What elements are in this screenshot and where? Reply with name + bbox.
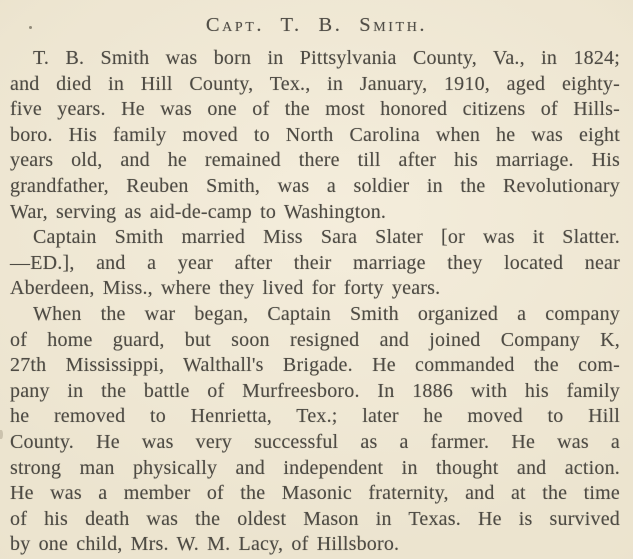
text-line: years old, and he remained there till after his marriage. His bbox=[10, 149, 620, 172]
text-line: boro. His family moved to North Carolina when he was eight bbox=[10, 123, 620, 146]
text-line: by one child, Mrs. W. M. Lacy, of Hillsboro. bbox=[10, 533, 400, 556]
text-line: He was a member of the Masonic fraternity, and at the time bbox=[10, 482, 620, 505]
paper-speck bbox=[29, 26, 32, 29]
text-line: and died in Hill County, Tex., in January, 1910, aged eighty- bbox=[10, 72, 620, 95]
text-line: When the war began, Captain Smith organized a company bbox=[33, 302, 620, 325]
text-line: 27th Mississippi, Walthall's Brigade. He commanded the com- bbox=[10, 354, 620, 377]
text-line: of home guard, but soon resigned and joined Company K, bbox=[10, 328, 620, 351]
text-line: Captain Smith married Miss Sara Slater [or was it Slatter. bbox=[33, 226, 620, 249]
paper-smudge bbox=[0, 430, 3, 439]
text-line: he removed to Henrietta, Tex.; later he moved to Hill bbox=[10, 405, 620, 428]
text-line: pany in the battle of Murfreesboro. In 1886 with his family bbox=[10, 379, 620, 402]
text-line: County. He was very successful as a farmer. He was a bbox=[10, 430, 620, 453]
text-line: War, serving as aid-de-camp to Washington. bbox=[10, 200, 387, 223]
text-line: T. B. Smith was born in Pittsylvania County, Va., in 1824; bbox=[33, 47, 620, 69]
text-line: strong man physically and independent in thought and action. bbox=[10, 456, 620, 479]
text-line: —ED.], and a year after their marriage they located near bbox=[10, 251, 620, 274]
text-line: Aberdeen, Miss., where they lived for forty years. bbox=[10, 277, 441, 300]
page-text bbox=[10, 46, 620, 558]
text-line: grandfather, Reuben Smith, was a soldier in the Revolutionary bbox=[10, 174, 620, 197]
text-line: of his death was the oldest Mason in Texas. He is survived bbox=[10, 507, 620, 530]
text-line: five years. He was one of the most honored citizens of Hills- bbox=[10, 98, 620, 121]
page-title: Capt. T. B. Smith. bbox=[205, 14, 428, 36]
